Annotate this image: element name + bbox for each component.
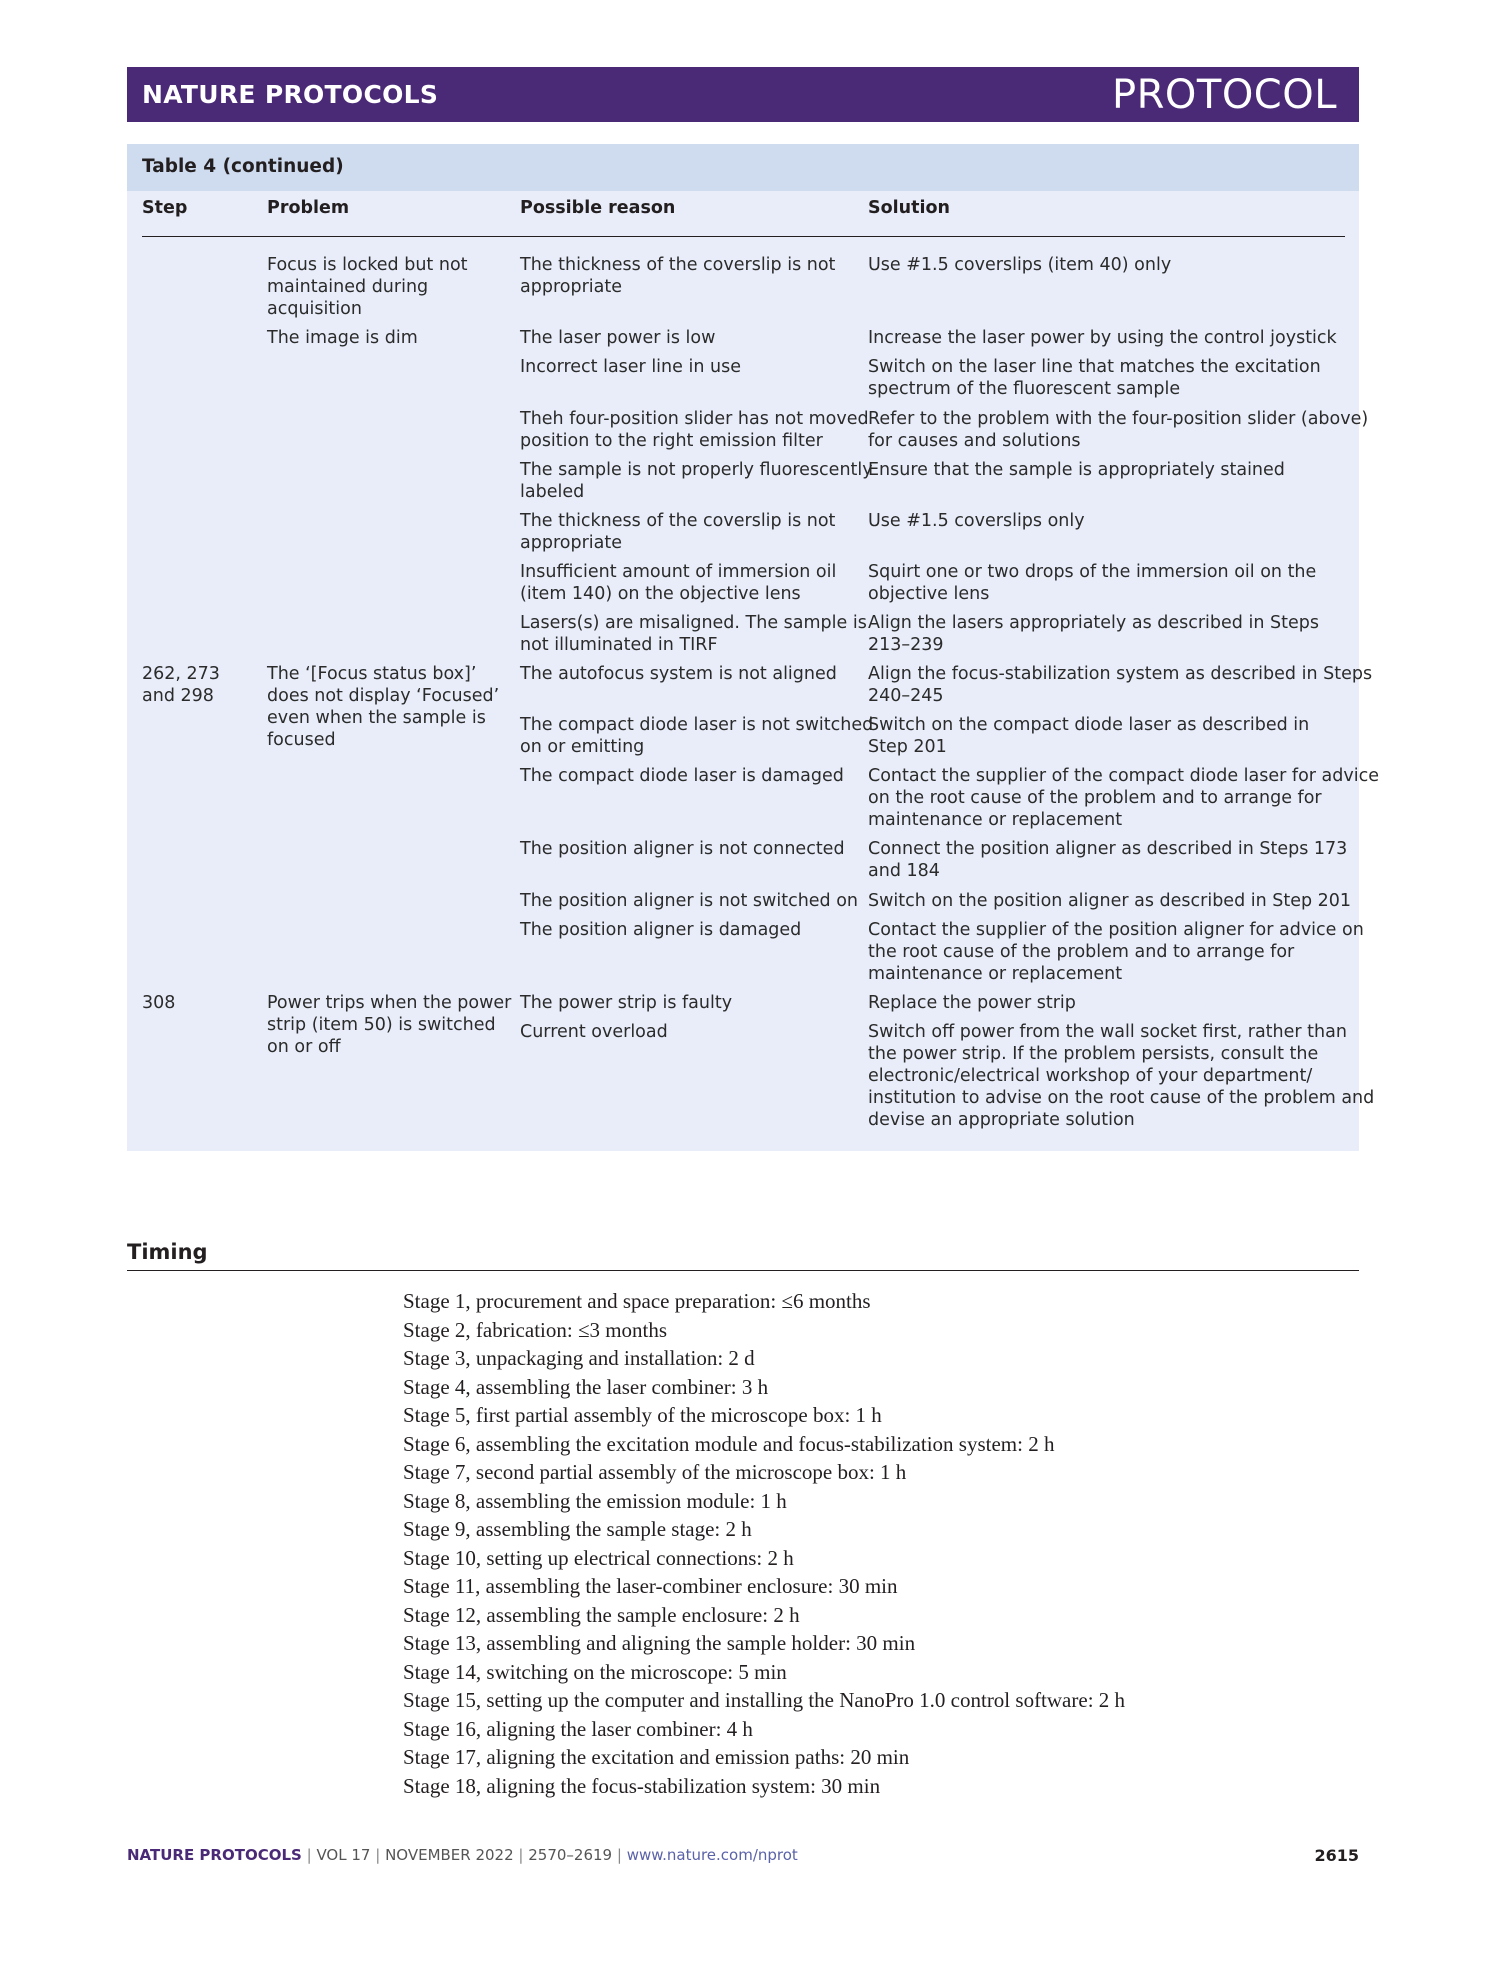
cell-reason: The thickness of the coverslip is not appropriate [520,255,836,297]
timing-stage-item: Stage 4, assembling the laser combiner: 3 h [403,1374,769,1399]
timing-stage-item: Stage 13, assembling and aligning the sample holder: 30 min [403,1631,916,1655]
cell-reason: The thickness of the coverslip is not appropriate [520,511,836,553]
footer-pages: 2570–2619 [528,1846,613,1864]
column-header-reason: Possible reason [520,198,676,218]
footer-url-link[interactable]: www.nature.com/nprot [626,1846,798,1864]
timing-stage-item: Stage 8, assembling the emission module: 1 h [403,1488,787,1513]
column-header-step: Step [142,198,188,218]
timing-stage-item: Stage 3, unpackaging and installation: 2 d [403,1346,755,1370]
cell-solution: Align the lasers appropriately as described in Steps 213–239 [868,613,1319,655]
timing-stage-item: Stage 18, aligning the focus-stabilization system: 30 min [403,1773,881,1798]
page-number: 2615 [1314,1846,1359,1865]
cell-reason: The compact diode laser is damaged [520,766,844,786]
cell-reason: Lasers(s) are misaligned. The sample is not illuminated in TIRF [520,613,867,655]
cell-solution: Increase the laser power by using the control joystick [868,328,1337,348]
timing-stage-item: Stage 5, first partial assembly of the microscope box: 1 h [403,1403,882,1427]
timing-stage-item: Stage 16, aligning the laser combiner: 4 h [403,1716,753,1741]
cell-solution: Replace the power strip [868,993,1076,1013]
cell-solution: Refer to the problem with the four-position slider (above) for causes and solutions [868,409,1369,451]
timing-stage-item: Stage 2, fabrication: ≤3 months [403,1317,668,1342]
timing-stage-item: Stage 7, second partial assembly of the microscope box: 1 h [403,1460,907,1484]
footer: NATURE PROTOCOLS | VOL 17 | NOVEMBER 2022 | 2570–2619 | www.nature.com/nprot [127,1846,798,1864]
footer-date: NOVEMBER 2022 [385,1846,514,1864]
timing-stage-item: Stage 14, switching on the microscope: 5 min [403,1659,787,1684]
cell-reason: The compact diode laser is not switched on or emitting [520,715,874,757]
footer-journal: NATURE PROTOCOLS [127,1846,302,1864]
cell-reason: Incorrect laser line in use [520,357,741,377]
cell-reason: Current overload [520,1022,668,1042]
cell-solution: Switch on the compact diode laser as described in Step 201 [868,715,1310,757]
timing-stage-list [403,1287,1125,1800]
cell-solution: Contact the supplier of the position aligner for advice on the root cause of the problem and to arrange for maintenance or replacement [868,920,1364,984]
cell-solution: Contact the supplier of the compact diode laser for advice on the root cause of the problem and to arrange for maintenance or replacement [868,766,1379,830]
timing-stage-item: Stage 6, assembling the excitation module and focus-stabilization system: 2 h [403,1431,1055,1456]
timing-stage-item: Stage 12, assembling the sample enclosure: 2 h [403,1602,800,1627]
cell-solution: Switch on the laser line that matches the excitation spectrum of the fluorescent sample [868,357,1321,399]
footer-volume: VOL 17 [316,1846,371,1864]
column-header-problem: Problem [267,198,350,218]
table-caption: Table 4 (continued) [142,156,344,177]
cell-problem: The ‘[Focus status box]’ does not display ‘Focused’ even when the sample is focused [267,664,500,750]
cell-solution: Use #1.5 coverslips only [868,511,1085,531]
cell-reason: The power strip is faulty [520,993,733,1013]
article-type: PROTOCOL [1111,72,1337,118]
column-header-solution: Solution [868,198,950,218]
cell-solution: Connect the position aligner as described in Steps 173 and 184 [868,839,1348,881]
timing-stage-item: Stage 11, assembling the laser-combiner enclosure: 30 min [403,1574,898,1598]
timing-stage-item: Stage 10, setting up electrical connections: 2 h [403,1545,794,1570]
cell-solution: Squirt one or two drops of the immersion oil on the objective lens [868,562,1317,604]
header-rule [142,236,1345,237]
timing-rule [127,1270,1359,1271]
cell-step: 262, 273 and 298 [142,664,220,706]
cell-solution: Ensure that the sample is appropriately stained [868,460,1285,480]
cell-reason: Insufficient amount of immersion oil (item 140) on the objective lens [520,562,837,604]
cell-solution: Switch on the position aligner as described in Step 201 [868,891,1352,911]
cell-problem: Power trips when the power strip (item 50) is switched on or off [267,993,512,1057]
cell-reason: The laser power is low [520,328,716,348]
timing-stage-item: Stage 15, setting up the computer and installing the NanoPro 1.0 control software: 2 h [403,1688,1126,1712]
timing-heading: Timing [127,1240,208,1264]
cell-reason: The position aligner is not switched on [520,891,859,911]
troubleshooting-table [127,144,1379,1151]
journal-name: NATURE PROTOCOLS [142,80,439,109]
cell-step: 308 [142,993,176,1013]
cell-reason: The position aligner is not connected [520,839,845,859]
cell-reason: The autofocus system is not aligned [520,664,837,684]
cell-solution: Align the focus-stabilization system as described in Steps 240–245 [868,664,1373,706]
timing-stage-item: Stage 9, assembling the sample stage: 2 h [403,1517,752,1541]
cell-solution: Use #1.5 coverslips (item 40) only [868,255,1172,275]
timing-stage-item: Stage 1, procurement and space preparation: ≤6 months [403,1289,871,1313]
journal-header-bar [127,67,1359,122]
cell-solution: Switch off power from the wall socket first, rather than the power strip. If the problem persists, consult the electronic/electrical workshop of your department/ institution to advise on the root cause of the problem and devise an appropriate solution [868,1022,1375,1130]
cell-problem: The image is dim [267,328,418,348]
cell-reason: Theh four-position slider has not moved position to the right emission filter [520,409,869,451]
table-caption-bar [127,144,1359,191]
cell-problem: Focus is locked but not maintained during acquisition [267,255,468,319]
timing-stage-item: Stage 17, aligning the excitation and emission paths: 20 min [403,1745,910,1769]
cell-reason: The sample is not properly fluorescently labeled [520,460,873,502]
cell-reason: The position aligner is damaged [520,920,802,940]
